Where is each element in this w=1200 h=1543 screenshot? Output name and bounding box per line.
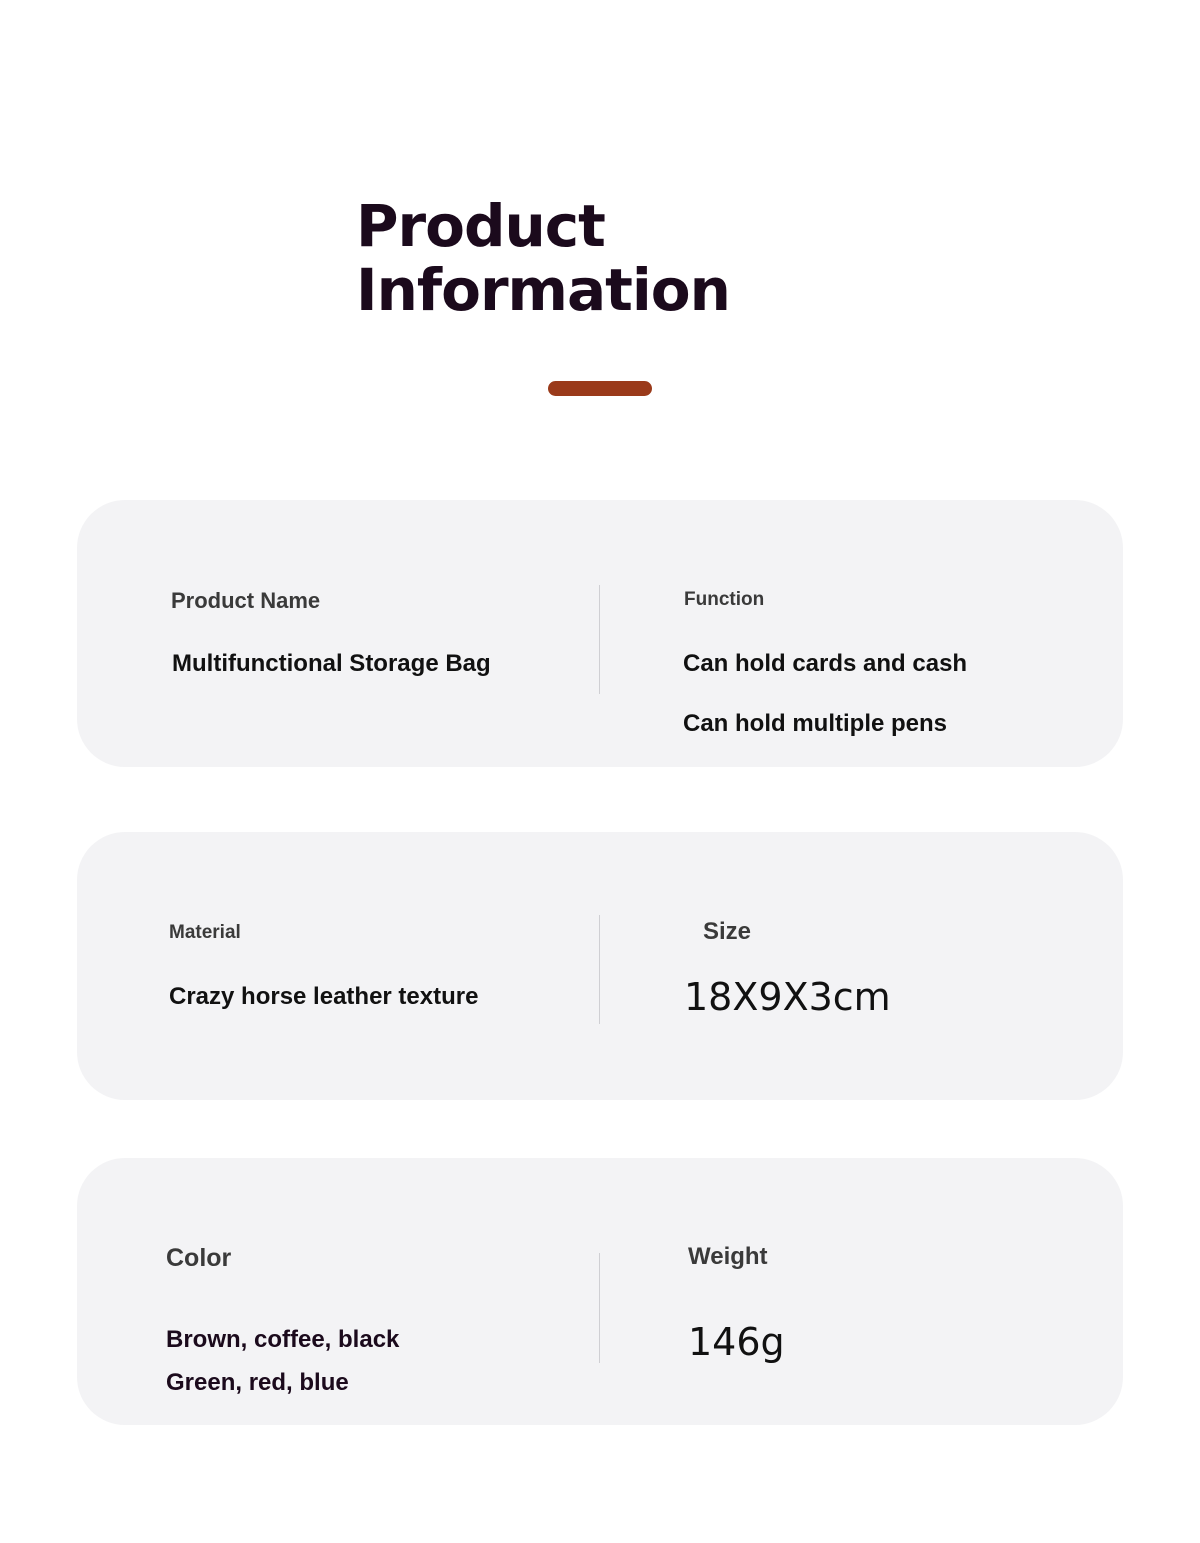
weight-label: Weight [688,1243,768,1270]
info-card-color-weight [77,1158,1123,1425]
color-label: Color [166,1244,232,1272]
size-value: 18X9X3cm [684,975,891,1019]
card-divider [599,1253,600,1363]
color-value-1: Brown, coffee, black [166,1326,400,1353]
color-value-2: Green, red, blue [166,1369,349,1396]
material-value: Crazy horse leather texture [169,983,479,1010]
title-accent-bar [548,381,652,396]
function-value-2: Can hold multiple pens [683,710,948,737]
page-title [356,194,730,322]
function-value-1: Can hold cards and cash [683,650,968,677]
weight-value: 146g [688,1320,785,1364]
info-card-product-function [77,500,1123,767]
product-name-label: Product Name [171,588,321,613]
material-label: Material [169,922,241,943]
size-label: Size [703,918,752,945]
product-name-value: Multifunctional Storage Bag [172,650,491,677]
card-divider [599,915,600,1024]
page-title-line-1: Product [356,192,605,260]
card-divider [599,585,600,694]
info-card-material-size [77,832,1123,1100]
page-title-line-2: Information [356,256,730,324]
function-label: Function [684,589,765,610]
